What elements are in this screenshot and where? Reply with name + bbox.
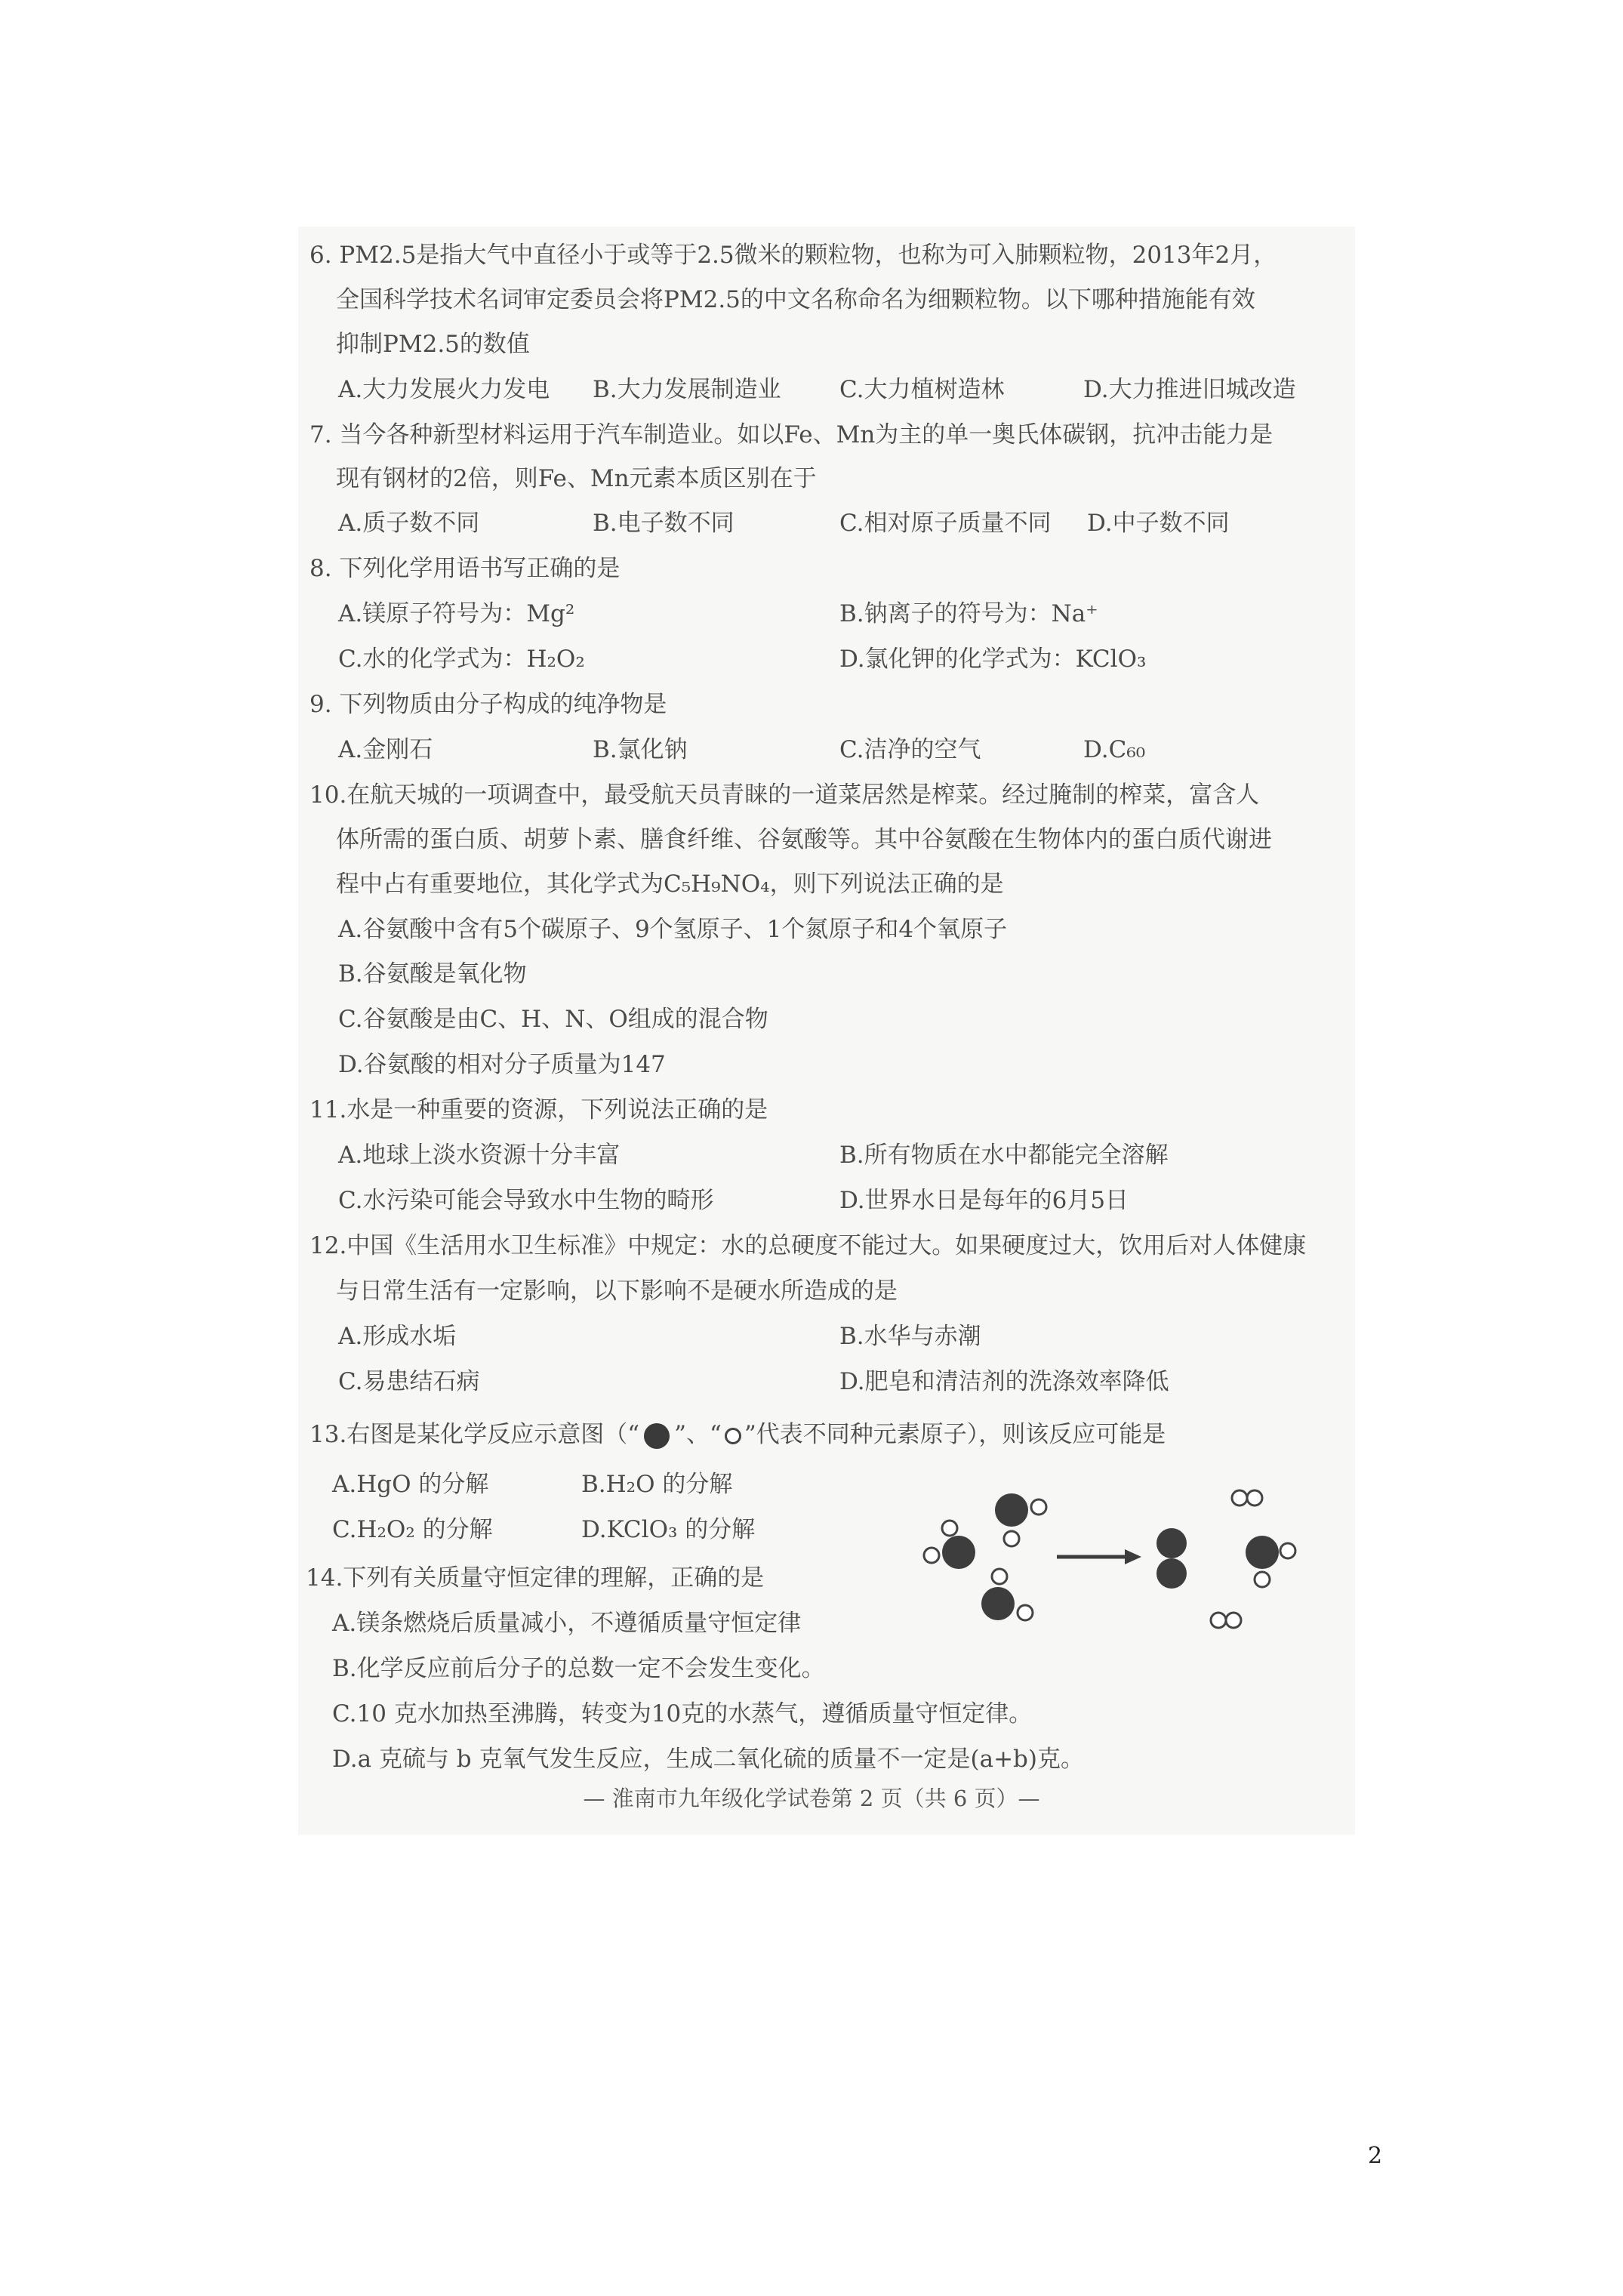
- page-number: 2: [1368, 2143, 1383, 2169]
- q14-option-a: A.镁条燃烧后质量减小，不遵循质量守恒定律: [332, 1610, 802, 1637]
- q12-option-d: D.肥皂和清洁剂的洗涤效率降低: [839, 1368, 1169, 1395]
- q7-stem-line1: 7. 当今各种新型材料运用于汽车制造业。如以Fe、Mn为主的单一奥氏体碳钢，抗冲击能力是: [310, 421, 1273, 448]
- q13-stem: [310, 1419, 1166, 1450]
- q11-option-c: C.水污染可能会导致水中生物的畸形: [338, 1187, 714, 1214]
- q10-option-d: D.谷氨酸的相对分子质量为147: [338, 1051, 666, 1078]
- q8-stem: 8. 下列化学用语书写正确的是: [310, 555, 621, 582]
- q13-stem-pre: 13.右图是某化学反应示意图（“: [310, 1421, 640, 1448]
- product-o2-top-right: [1247, 1490, 1262, 1505]
- light-atom-icon: [725, 1428, 741, 1444]
- reactant-molecule-3-dark: [981, 1587, 1015, 1620]
- q13-option-a: A.HgO 的分解: [332, 1471, 489, 1498]
- product-o2-bottom-left: [1211, 1613, 1226, 1628]
- q14-option-c: C.10 克水加热至沸腾，转变为10克的水蒸气，遵循质量守恒定律。: [332, 1700, 1033, 1727]
- q13-stem-post: ”代表不同种元素原子），则该反应可能是: [744, 1421, 1166, 1448]
- q7-option-b: B.电子数不同: [593, 510, 735, 537]
- page-footer: — 淮南市九年级化学试卷第 2 页（共 6 页）—: [583, 1786, 1040, 1811]
- q6-option-b: B.大力发展制造业: [593, 376, 781, 403]
- reaction-arrow-head: [1125, 1549, 1141, 1564]
- q6-stem-line3: 抑制PM2.5的数值: [336, 331, 530, 358]
- q10-stem-line3: 程中占有重要地位，其化学式为C₅H₉NO₄，则下列说法正确的是: [336, 871, 1004, 898]
- q7-option-d: D.中子数不同: [1087, 510, 1230, 537]
- reactant-molecule-1-dark: [942, 1536, 975, 1569]
- reactant-molecule-2-dark: [995, 1493, 1028, 1527]
- q8-option-a: A.镁原子符号为：Mg²: [338, 600, 575, 627]
- q10-option-a: A.谷氨酸中含有5个碳原子、9个氢原子、1个氮原子和4个氧原子: [338, 916, 1008, 943]
- q11-option-a: A.地球上淡水资源十分丰富: [338, 1142, 621, 1169]
- product-molecule-dark: [1246, 1536, 1279, 1569]
- q13-option-d: D.KClO₃ 的分解: [581, 1516, 756, 1543]
- q6-option-d: D.大力推进旧城改造: [1083, 376, 1296, 403]
- q11-stem: 11.水是一种重要的资源，下列说法正确的是: [310, 1096, 768, 1123]
- q12-option-b: B.水华与赤潮: [839, 1323, 981, 1350]
- q12-option-c: C.易患结石病: [338, 1368, 480, 1395]
- q7-option-c: C.相对原子质量不同: [839, 510, 1052, 537]
- q7-option-a: A.质子数不同: [338, 510, 480, 537]
- q13-stem-mid: ”、“: [674, 1421, 722, 1448]
- q12-option-a: A.形成水垢: [338, 1323, 457, 1350]
- reactant-2-light-right: [1031, 1499, 1046, 1515]
- reactant-3-light-right: [1018, 1605, 1033, 1620]
- q11-option-b: B.所有物质在水中都能完全溶解: [839, 1142, 1169, 1169]
- q14-option-b: B.化学反应前后分子的总数一定不会发生变化。: [332, 1655, 825, 1682]
- q8-option-d: D.氯化钾的化学式为：KClO₃: [839, 646, 1147, 673]
- q9-option-b: B.氯化钠: [593, 736, 688, 763]
- product-dark-atom-upper: [1156, 1528, 1187, 1558]
- q9-option-d: D.C₆₀: [1083, 736, 1146, 763]
- q10-option-b: B.谷氨酸是氧化物: [338, 960, 527, 988]
- q9-stem: 9. 下列物质由分子构成的纯净物是: [310, 691, 667, 718]
- product-3-light-bottom: [1255, 1572, 1270, 1587]
- q6-stem-line1: 6. PM2.5是指大气中直径小于或等于2.5微米的颗粒物，也称为可入肺颗粒物，2013年2月，: [310, 242, 1277, 269]
- q13-option-c: C.H₂O₂ 的分解: [332, 1516, 493, 1543]
- q14-option-d: D.a 克硫与 b 克氧气发生反应，生成二氧化硫的质量不一定是(a+b)克。: [332, 1746, 1084, 1773]
- dark-atom-icon: [644, 1423, 670, 1449]
- q12-stem-line2: 与日常生活有一定影响，以下影响不是硬水所造成的是: [336, 1277, 898, 1305]
- reactant-3-light-top: [992, 1569, 1007, 1584]
- reactant-1-light-top: [942, 1521, 957, 1536]
- product-dark-atom-lower: [1156, 1558, 1187, 1589]
- q13-option-b: B.H₂O 的分解: [581, 1471, 733, 1498]
- q10-option-c: C.谷氨酸是由C、H、N、O组成的混合物: [338, 1006, 768, 1033]
- reactant-2-light-bottom: [1004, 1531, 1019, 1546]
- q10-stem-line1: 10.在航天城的一项调查中，最受航天员青睐的一道菜居然是榨菜。经过腌制的榨菜，富含人: [310, 781, 1260, 809]
- product-3-light-right: [1280, 1543, 1295, 1558]
- reactant-1-light-left: [924, 1548, 939, 1563]
- q8-option-b: B.钠离子的符号为：Na⁺: [839, 600, 1098, 627]
- q14-stem: 14.下列有关质量守恒定律的理解，正确的是: [306, 1564, 765, 1592]
- q9-option-c: C.洁净的空气: [839, 736, 981, 763]
- q6-stem-line2: 全国科学技术名词审定委员会将PM2.5的中文名称命名为细颗粒物。以下哪种措施能有效: [336, 286, 1255, 313]
- q6-option-c: C.大力植树造林: [839, 376, 1005, 403]
- q12-stem-line1: 12.中国《生活用水卫生标准》中规定：水的总硬度不能过大。如果硬度过大，饮用后对人体健康: [310, 1232, 1307, 1259]
- q7-stem-line2: 现有钢材的2倍，则Fe、Mn元素本质区别在于: [336, 465, 817, 492]
- q11-option-d: D.世界水日是每年的6月5日: [839, 1187, 1129, 1214]
- product-o2-bottom-right: [1226, 1613, 1241, 1628]
- q8-option-c: C.水的化学式为：H₂O₂: [338, 646, 585, 673]
- q10-stem-line2: 体所需的蛋白质、胡萝卜素、膳食纤维、谷氨酸等。其中谷氨酸在生物体内的蛋白质代谢进: [336, 826, 1272, 853]
- q6-option-a: A.大力发展火力发电: [338, 376, 550, 403]
- q9-option-a: A.金刚石: [338, 736, 433, 763]
- product-o2-top-left: [1232, 1490, 1247, 1505]
- reaction-diagram: [906, 1480, 1329, 1653]
